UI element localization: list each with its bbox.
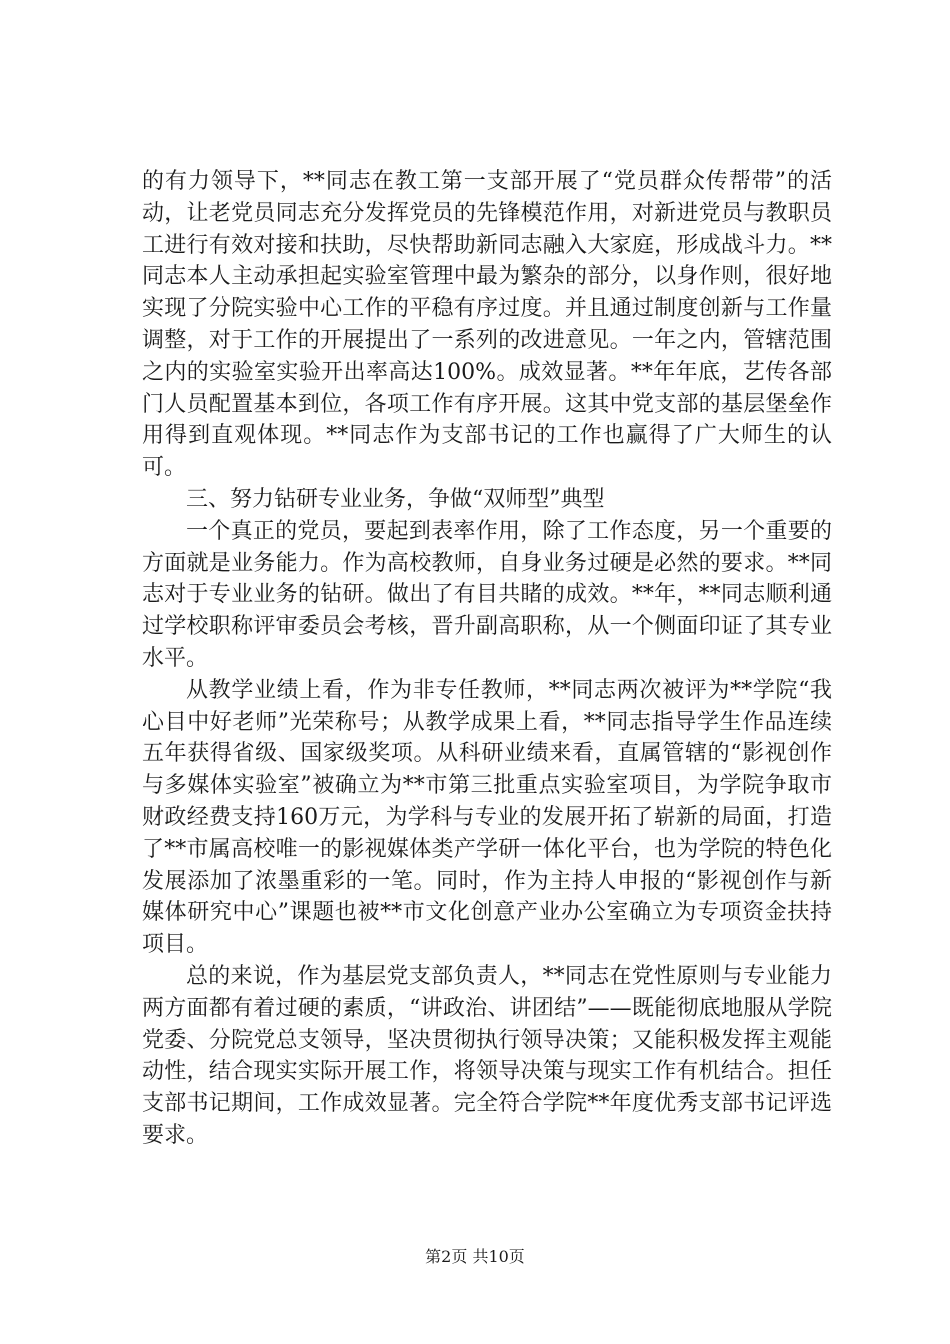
- section-heading: 三、努力钻研专业业务，争做“双师型”典型: [186, 486, 605, 512]
- document-body: [142, 166, 832, 1152]
- paragraph: 总的来说，作为基层党支部负责人，**同志在党性原则与专业能力两方面都有着过硬的素质，“讲政治、讲团结”——既能彻底地服从学院党委、分院党总支领导，坚决贯彻执行领导决策；又能积极发挥主观能动性，结合现实实际开展工作，将领导决策与现实工作有机结合。担任支部书记期间，工作成效显著。完全符合学院**年度优秀支部书记评选要求。: [142, 963, 832, 1148]
- page-number-footer: 第2页 共10页: [425, 1247, 525, 1266]
- paragraph: 从教学业绩上看，作为非专任教师，**同志两次被评为**学院“我心目中好老师”光荣称号；从教学成果上看，**同志指导学生作品连续五年获得省级、国家级奖项。从科研业绩来看，直属管辖的“影视创作与多媒体实验室”被确立为**市第三批重点实验室项目，为学院争取市财政经费支持160万元，为学科与专业的发展开拓了崭新的局面，打造了**市属高校唯一的影视媒体类产学研一体化平台，也为学院的特色化发展添加了浓墨重彩的一笔。同时，作为主持人申报的“影视创作与新媒体研究中心”课题也被**市文化创意产业办公室确立为专项资金扶持项目。: [142, 677, 832, 958]
- paragraph: 一个真正的党员，要起到表率作用，除了工作态度，另一个重要的方面就是业务能力。作为高校教师，自身业务过硬是必然的要求。**同志对于专业业务的钻研。做出了有目共睹的成效。**年，**同志顺利通过学校职称评审委员会考核，晋升副高职称，从一个侧面印证了其专业水平。: [142, 518, 832, 671]
- paragraph-continuation: 的有力领导下，**同志在教工第一支部开展了“党员群众传帮带”的活动，让老党员同志充分发挥党员的先锋模范作用，对新进党员与教职员工进行有效对接和扶助，尽快帮助新同志融入大家庭，形成战斗力。**同志本人主动承担起实验室管理中最为繁杂的部分，以身作则，很好地实现了分院实验中心工作的平稳有序过度。并且通过制度创新与工作量调整，对于工作的开展提出了一系列的改进意见。一年之内，管辖范围之内的实验室实验开出率高达100%。成效显著。**年年底，艺传各部门人员配置基本到位，各项工作有序开展。这其中党支部的基层堡垒作用得到直观体现。**同志作为支部书记的工作也赢得了广大师生的认可。: [142, 169, 832, 481]
